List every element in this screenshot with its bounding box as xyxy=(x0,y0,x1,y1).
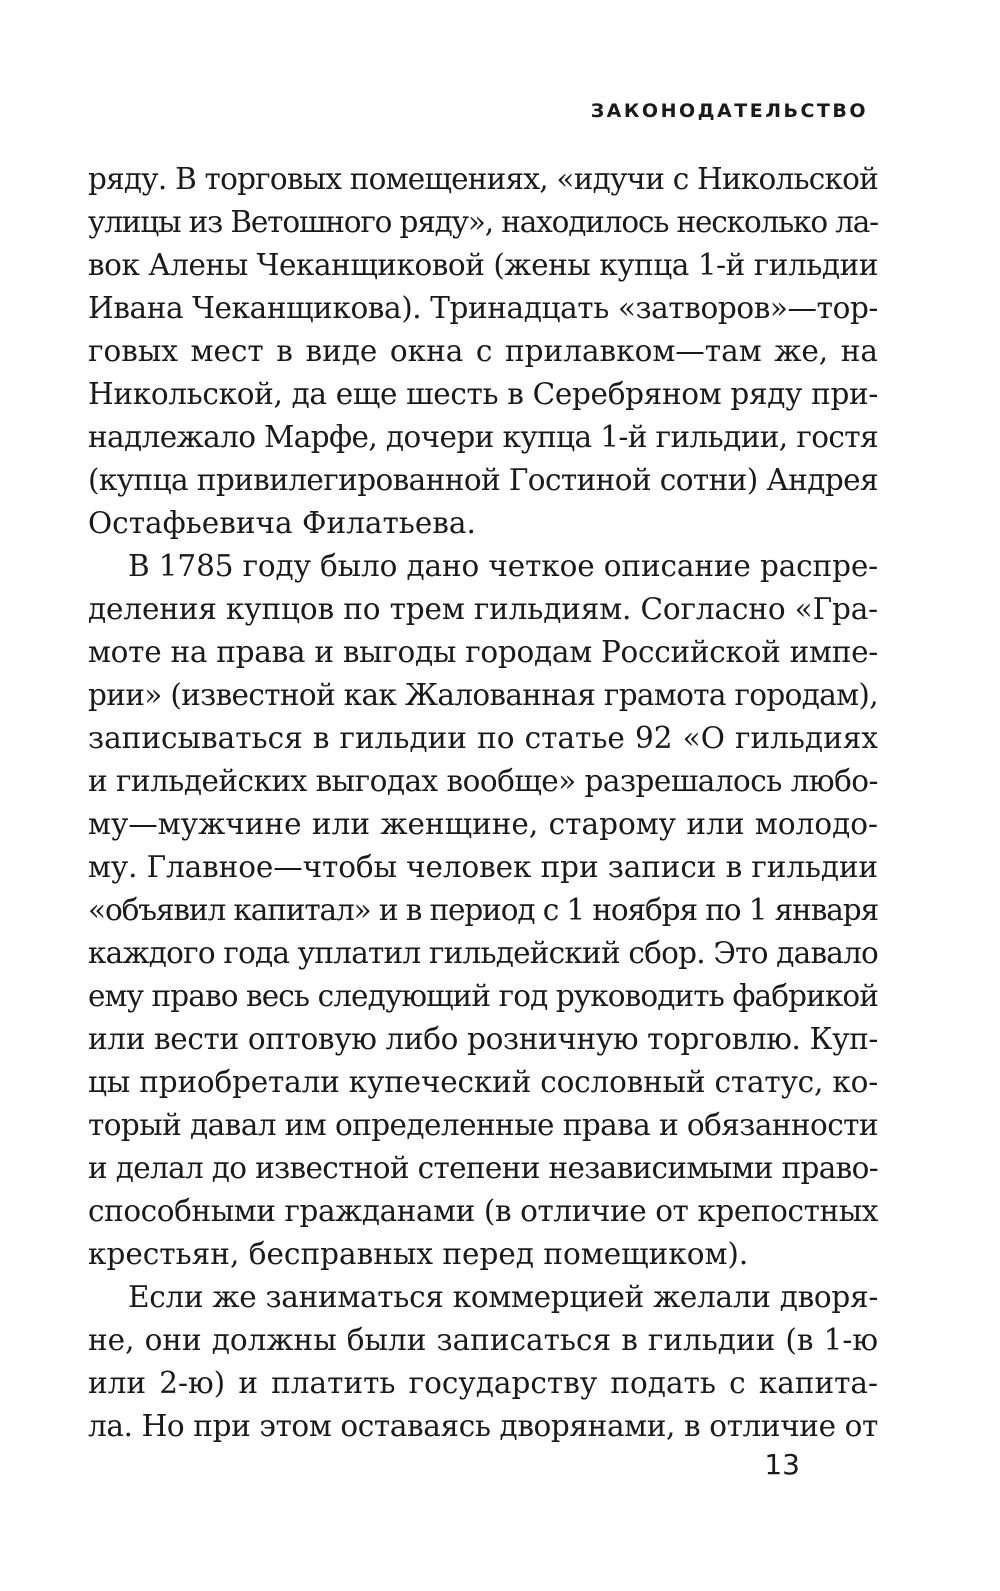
text-line: способными гражданами (в отличие от крепостных xyxy=(88,1194,878,1228)
text-line: (купца привилегированной Гостиной сотни) Андрея xyxy=(88,463,878,497)
text-line: Если же заниматься коммерцией желали дворя- xyxy=(128,1280,878,1314)
running-head: ЗАКОНОДАТЕЛЬСТВО xyxy=(590,100,868,122)
text-line: «объявил капитал» и в период с 1 ноября по 1 января xyxy=(88,893,878,927)
text-line: деления купцов по трем гильдиям. Согласно «Гра- xyxy=(88,592,878,626)
text-line: или 2-ю) и платить государству подать с капита- xyxy=(88,1366,878,1400)
text-line: му. Главное—чтобы человек при записи в гильдии xyxy=(88,850,878,884)
text-line: торый давал им определенные права и обязанности xyxy=(88,1108,878,1142)
text-line: говых мест в виде окна с прилавком—там же, на xyxy=(88,334,878,368)
text-line: му—мужчине или женщине, старому или молодо- xyxy=(88,807,878,841)
text-line: Остафьевича Филатьева. xyxy=(88,506,476,540)
text-line: записываться в гильдии по статье 92 «О гильдиях xyxy=(88,721,878,755)
text-line: Никольской, да еще шесть в Серебряном ряду при- xyxy=(88,377,878,411)
text-line: и гильдейских выгодах вообще» разрешалось любо- xyxy=(88,764,878,798)
text-line: улицы из Ветошного ряду», находилось несколько ла- xyxy=(88,205,878,239)
text-line: моте на права и выгоды городам Российской импе- xyxy=(88,635,878,669)
body-text xyxy=(88,158,878,1448)
text-line: вок Алены Чеканщиковой (жены купца 1-й гильдии xyxy=(88,248,878,282)
text-line: цы приобретали купеческий сословный статус, ко- xyxy=(88,1065,878,1099)
text-line: Ивана Чеканщикова). Тринадцать «затворов»—тор- xyxy=(88,291,878,325)
text-line: каждого года уплатил гильдейский сбор. Это давало xyxy=(88,936,878,970)
text-line: ряду. В торговых помещениях, «идучи с Никольской xyxy=(88,162,878,196)
text-line: крестьян, бесправных перед помещиком). xyxy=(88,1237,749,1271)
text-line: ла. Но при этом оставаясь дворянами, в отличие от xyxy=(88,1409,878,1443)
text-line: ему право весь следующий год руководить фабрикой xyxy=(88,979,878,1013)
text-line: надлежало Марфе, дочери купца 1-й гильдии, гостя xyxy=(88,420,878,454)
text-line: В 1785 году было дано четкое описание распре- xyxy=(128,549,878,583)
text-line: или вести оптовую либо розничную торговлю. Куп- xyxy=(88,1022,879,1056)
text-line: не, они должны были записаться в гильдии (в 1-ю xyxy=(88,1323,878,1357)
page-number: 13 xyxy=(764,1448,800,1481)
text-line: и делал до известной степени независимыми право- xyxy=(88,1151,878,1185)
text-line: рии» (известной как Жалованная грамота городам), xyxy=(88,678,878,712)
